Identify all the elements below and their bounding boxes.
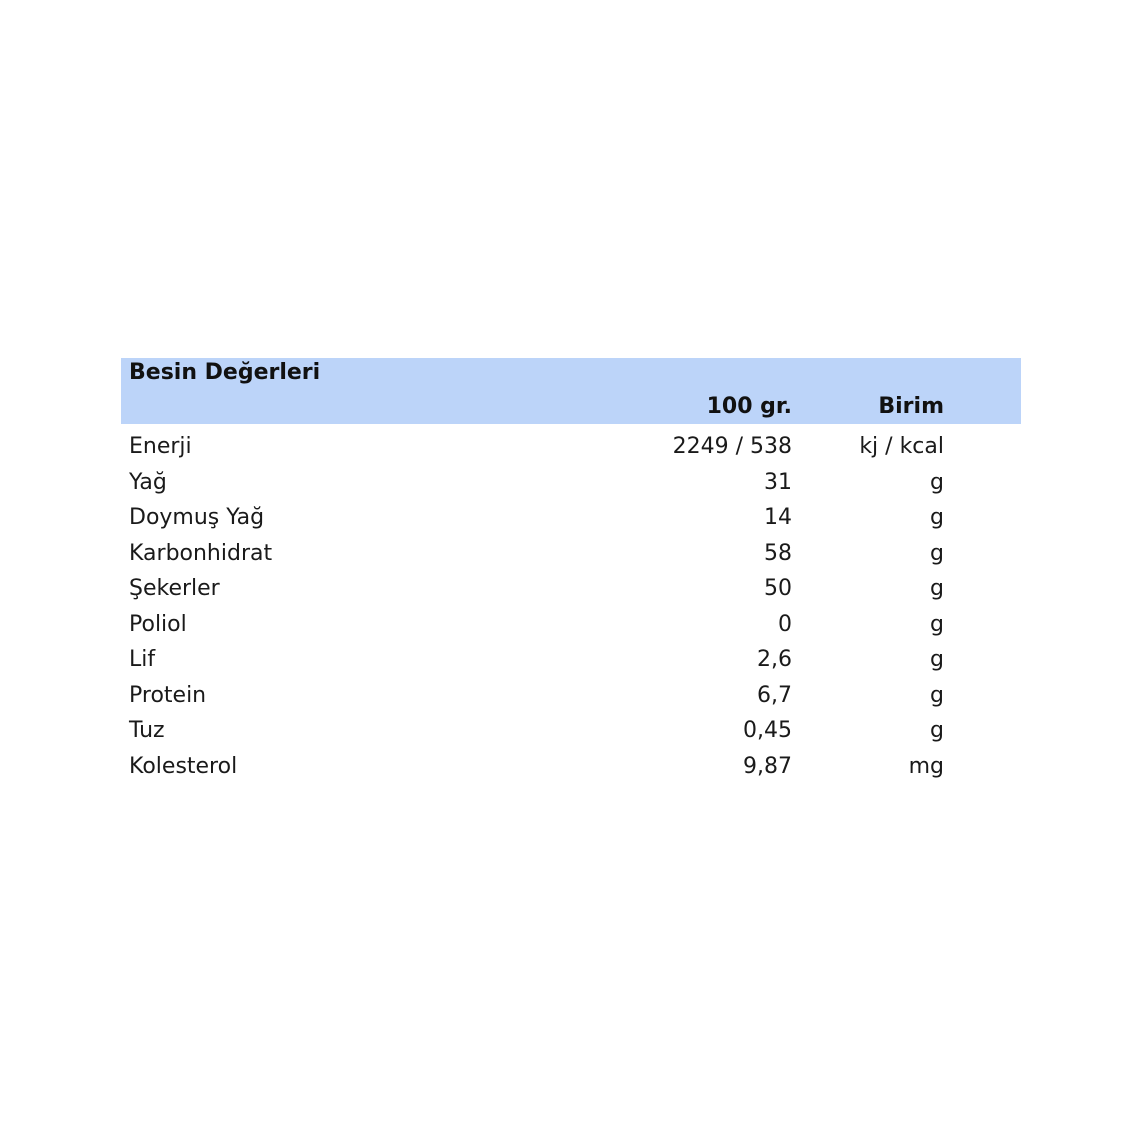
table-title: Besin Değerleri (129, 360, 321, 385)
nutrient-name: Lif (129, 647, 156, 672)
nutrient-amount: 50 (764, 576, 792, 601)
nutrient-name: Şekerler (129, 576, 220, 601)
nutrient-unit: mg (908, 753, 944, 779)
nutrient-unit: g (930, 505, 944, 530)
nutrient-name: Doymuş Yağ (129, 505, 265, 530)
table-body (121, 432, 1021, 787)
table-row (121, 468, 1021, 504)
table-row (121, 716, 1021, 752)
table-row (121, 681, 1021, 717)
nutrient-unit: g (930, 647, 944, 672)
nutrient-amount: 0,45 (743, 718, 792, 743)
table-row (121, 645, 1021, 681)
nutrient-amount: 2249 / 538 (672, 434, 792, 459)
column-header-amount: 100 gr. (706, 394, 792, 419)
nutrient-unit: kj / kcal (859, 434, 944, 459)
nutrient-amount: 9,87 (743, 753, 792, 779)
nutrient-name: Karbonhidrat (129, 540, 273, 566)
nutrient-name: Enerji (129, 434, 192, 459)
table-row (121, 610, 1021, 646)
nutrient-unit: g (930, 540, 944, 566)
nutrient-unit: g (930, 576, 944, 601)
nutrient-amount: 0 (778, 611, 792, 637)
nutrient-name: Tuz (129, 718, 165, 743)
nutrient-unit: g (930, 718, 944, 743)
nutrient-unit: g (930, 469, 944, 495)
nutrient-amount: 58 (764, 540, 792, 566)
table-row (121, 503, 1021, 539)
nutrient-name: Yağ (129, 469, 167, 495)
nutrition-table (121, 358, 1021, 787)
nutrient-name: Kolesterol (129, 753, 238, 779)
nutrient-name: Protein (129, 682, 207, 708)
nutrient-amount: 6,7 (757, 682, 792, 708)
table-row (121, 539, 1021, 575)
nutrient-name: Poliol (129, 611, 187, 637)
nutrient-unit: g (930, 611, 944, 637)
nutrient-amount: 31 (764, 469, 792, 495)
table-row (121, 574, 1021, 610)
column-header-unit: Birim (878, 394, 944, 419)
table-row (121, 432, 1021, 468)
nutrient-unit: g (930, 682, 944, 708)
table-row (121, 752, 1021, 788)
nutrient-amount: 14 (764, 505, 792, 530)
table-header (121, 358, 1021, 424)
nutrient-amount: 2,6 (757, 647, 792, 672)
